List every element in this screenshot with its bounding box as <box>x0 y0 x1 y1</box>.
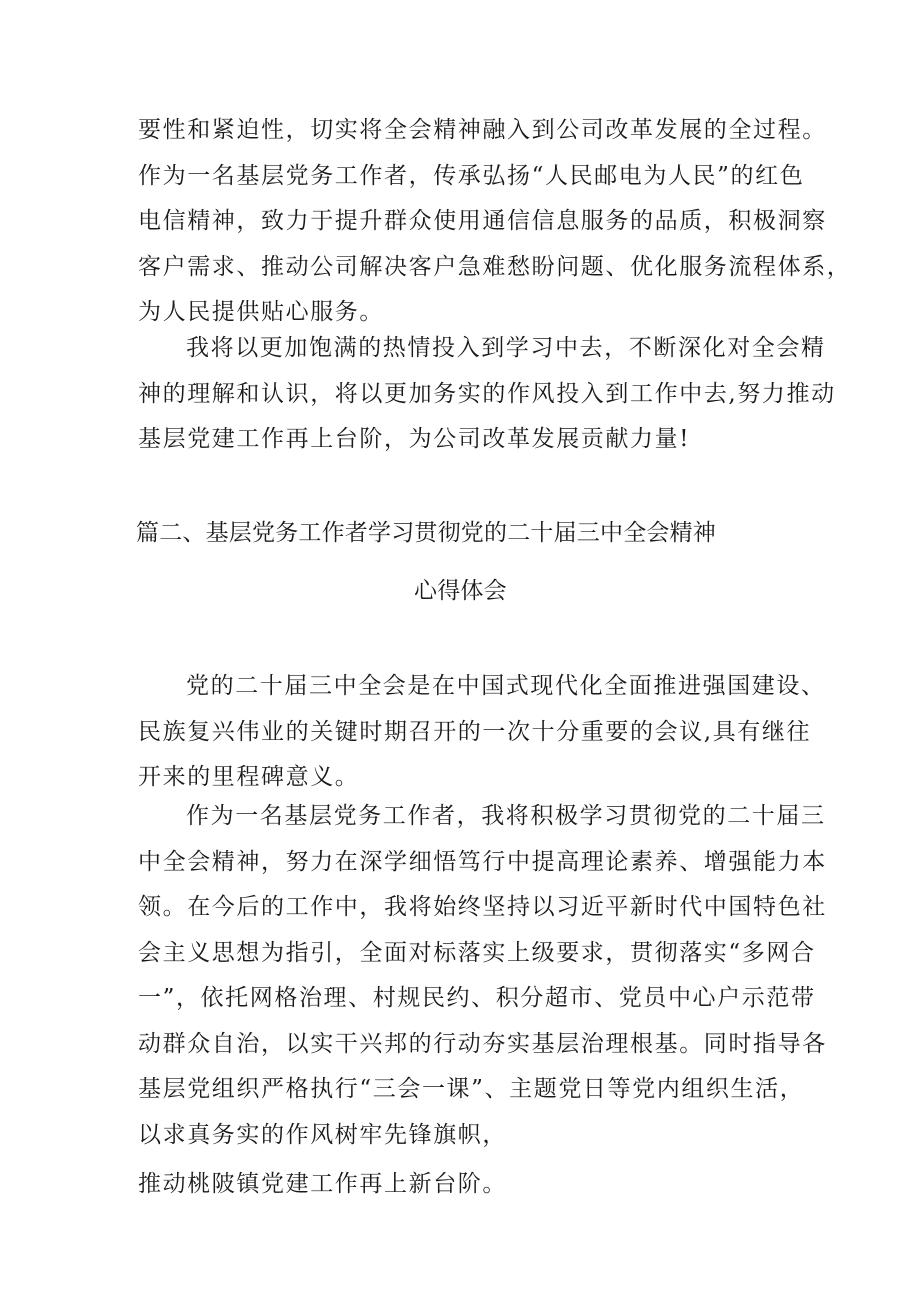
text-line: 基层党组织严格执行“三会一课”、主题党日等党内组织生活， <box>138 1076 805 1102</box>
section-heading-line2: 心得体会 <box>414 578 507 604</box>
text-line: 民族复兴伟业的关键时期召开的一次十分重要的会议,具有继往 <box>138 718 812 745</box>
paragraph-continuation <box>138 108 852 336</box>
section-heading-line1: 篇二、基层党务工作者学习贯彻党的二十届三中全会精神 <box>136 520 716 546</box>
paragraph-plenum-intro <box>138 664 826 801</box>
text-line: 神的理解和认识，将以更加务实的作风投入到工作中去,努力推动 <box>138 380 836 407</box>
text-line: 会主义思想为指引，全面对标落实上级要求，贯彻落实“多网合 <box>138 939 816 966</box>
text-line: 党的二十届三中全会是在中国式现代化全面推进强国建设、 <box>186 673 826 699</box>
text-line: 为人民提供贴心服务。 <box>138 299 384 325</box>
text-line: 推动桃陂镇党建工作再上新台阶。 <box>138 1171 507 1197</box>
text-line: 客户需求、推动公司解决客户急难愁盼问题、优化服务流程体系， <box>138 253 852 280</box>
text-line: 作为一名基层党务工作者，传承弘扬“人民邮电为人民”的红色 <box>138 162 805 189</box>
text-line: 基层党建工作再上台阶，为公司改革发展贡献力量! <box>138 426 691 452</box>
text-line: 作为一名基层党务工作者，我将积极学习贯彻党的二十届三 <box>186 803 826 829</box>
text-line: 动群众自治，以实干兴邦的行动夯实基层治理根基。同时指导各 <box>138 1030 827 1057</box>
text-line: 开来的里程碑意义。 <box>138 764 360 790</box>
paragraph-work-plan <box>138 794 827 1158</box>
text-line: 领。在今后的工作中，我将始终坚持以习近平新时代中国特色社 <box>138 894 827 920</box>
text-line: 以求真务实的作风树牢先锋旗帜， <box>138 1121 507 1148</box>
paragraph-commitment <box>138 326 836 463</box>
text-line: 中全会精神，努力在深学细悟笃行中提高理论素养、增强能力本 <box>138 848 827 875</box>
text-line: 要性和紧迫性，切实将全会精神融入到公司改革发展的全过程。 <box>138 117 827 143</box>
text-line: 电信精神，致力于提升群众使用通信信息服务的品质，积极洞察 <box>138 208 827 234</box>
text-line: 我将以更加饱满的热情投入到学习中去，不断深化对全会精 <box>186 335 826 361</box>
text-line: 一”，依托网格治理、村规民约、积分超市、党员中心户示范带 <box>138 985 816 1011</box>
paragraph-closing <box>138 1162 798 1208</box>
